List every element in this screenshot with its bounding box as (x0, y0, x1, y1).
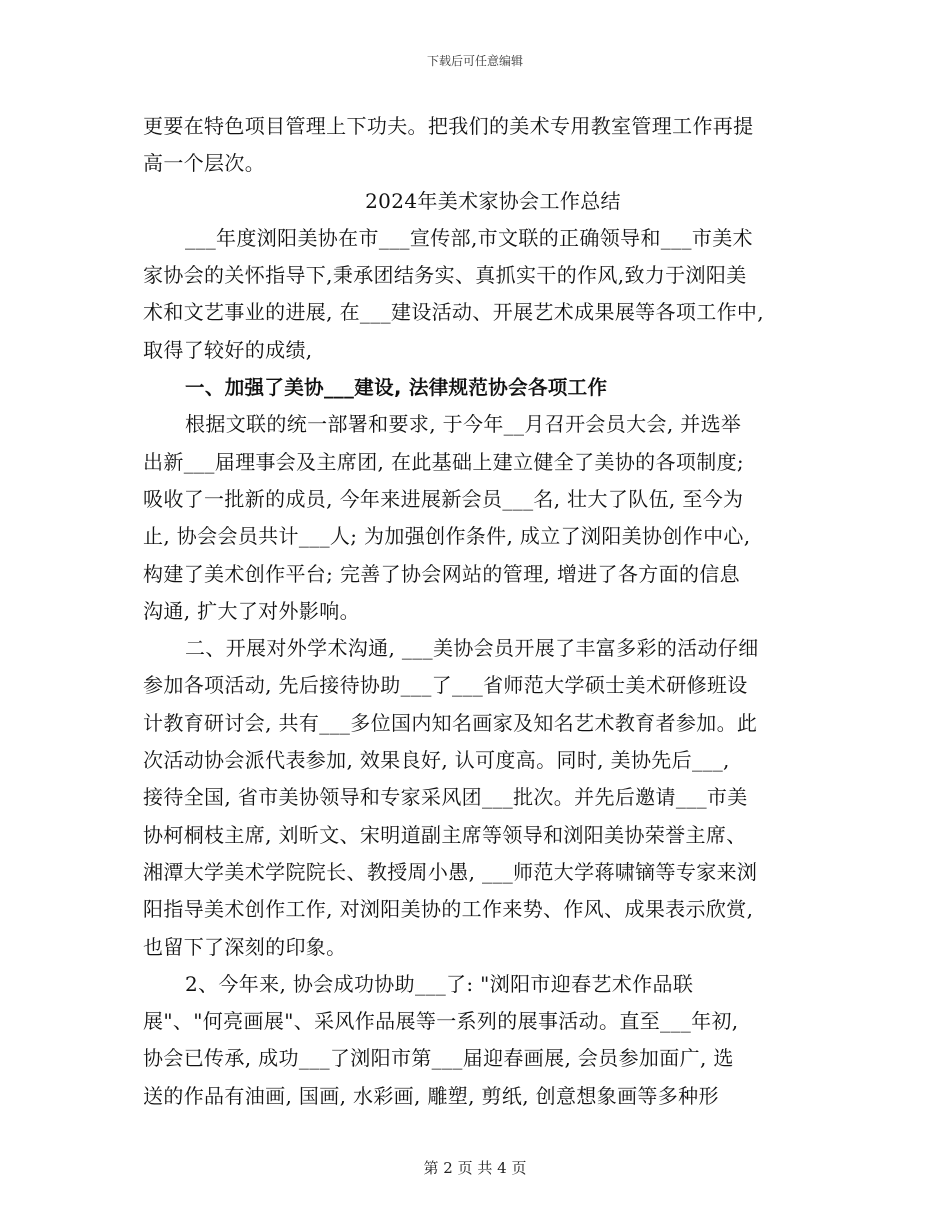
body-line: 止, 协会会员共计___人; 为加强创作条件, 成立了浏阳美协创作中心, (143, 524, 751, 549)
body-line: 协柯桐枝主席, 刘昕文、宋明道副主席等领导和浏阳美协荣誉主席、 (143, 822, 747, 847)
body-line: 家协会的关怀指导下,秉承团结务实、真抓实干的作风,致力于浏阳美 (143, 263, 747, 288)
body-line: 根据文联的统一部署和要求, 于今年__月召开会员大会, 并选举 (185, 412, 742, 437)
body-line: 展"、"何亮画展"、采风作品展等一系列的展事活动。直至___年初, (143, 1009, 739, 1034)
body-line: 次活动协会派代表参加, 效果良好, 认可度高。同时, 美协先后___, (143, 748, 730, 773)
body-line: 二、开展对外学术沟通, ___美协会员开展了丰富多彩的活动仔细 (185, 636, 759, 661)
body-line: 2、今年来, 协会成功协助___了: "浏阳市迎春艺术作品联 (185, 971, 694, 996)
body-line: 沟通, 扩大了对外影响。 (143, 598, 360, 623)
body-line: 也留下了深刻的印象。 (143, 934, 347, 959)
body-line: 出新___届理事会及主席团, 在此基础上建立健全了美协的各项制度; (143, 449, 745, 474)
body-line: 接待全国, 省市美协领导和专家采风团___批次。并先后邀请___市美 (143, 785, 748, 810)
body-line: 协会已传承, 成功___了浏阳市第___届迎春画展, 会员参加面广, 选 (143, 1046, 734, 1071)
body-line: 参加各项活动, 先后接待协助___了___省师范大学硕士美术研修班设 (143, 673, 748, 698)
body-line: 吸收了一批新的成员, 今年来进展新会员___名, 壮大了队伍, 至今为 (143, 486, 744, 511)
document-title: 2024年美术家协会工作总结 (365, 188, 621, 213)
document-body (143, 108, 813, 1115)
page-number: 第 2 页 共 4 页 (423, 1159, 527, 1177)
body-line: 阳指导美术创作工作, 对浏阳美协的工作来势、作风、成果表示欣赏, (143, 897, 754, 922)
body-line: 取得了较好的成绩, (143, 337, 313, 362)
section-heading: 一、加强了美协___建设, 法律规范协会各项工作 (185, 376, 608, 400)
body-line: 计教育研讨会, 共有___多位国内知名画家及知名艺术教育者参加。此 (143, 710, 758, 735)
body-line: 术和文艺事业的进展, 在___建设活动、开展艺术成果展等各项工作中, (143, 300, 764, 325)
body-line: 送的作品有油画, 国画, 水彩画, 雕塑, 剪纸, 创意想象画等多种形 (143, 1083, 719, 1108)
body-line: ___年度浏阳美协在市___宣传部,市文联的正确领导和___市美术 (185, 225, 753, 250)
body-line: 湘潭大学美术学院院长、教授周小愚, ___师范大学蒋啸镝等专家来浏 (143, 859, 758, 884)
body-line: 构建了美术创作平台; 完善了协会网站的管理, 增进了各方面的信息 (143, 561, 741, 586)
page-header-note: 下载后可任意编辑 (426, 54, 523, 68)
body-line: 更要在特色项目管理上下功夫。把我们的美术专用教室管理工作再提 (143, 114, 754, 138)
body-line: 高一个层次。 (143, 151, 266, 176)
